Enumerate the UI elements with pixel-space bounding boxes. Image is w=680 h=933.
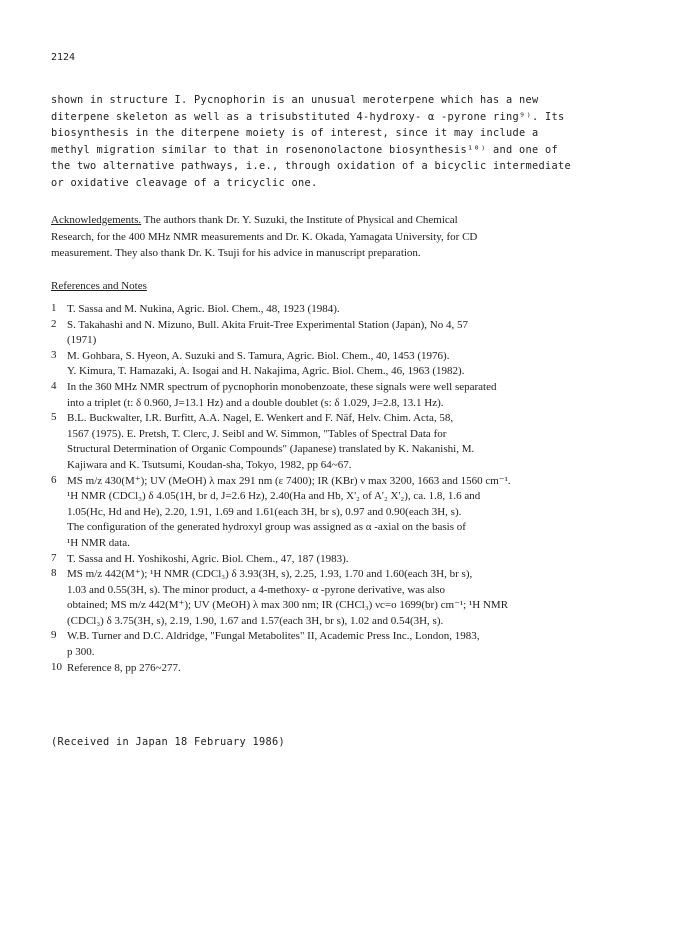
reference-line: (1971) [67,334,97,347]
reference-number: 8 [51,567,57,580]
body-line: shown in structure I. Pycnophorin is an unusual meroterpene which has a new [51,94,539,106]
reference-item [51,552,641,568]
reference-line: S. Takahashi and N. Mizuno, Bull. Akita Fruit-Tree Experimental Station (Japan), No 4, 57 [67,318,468,331]
reference-line: In the 360 MHz NMR spectrum of pycnophorin monobenzoate, these signals were well separated [67,380,497,393]
body-line: or oxidative cleavage of a tricyclic one. [51,176,318,189]
body-line: biosynthesis in the diterpene moiety is of interest, since it may include a [51,127,539,139]
acknowledgements-line: measurement. They also thank Dr. K. Tsuji for his advice in manuscript preparation. [51,247,421,260]
reference-number: 4 [51,379,57,392]
reference-line: W.B. Turner and D.C. Aldridge, "Fungal Metabolites" II, Academic Press Inc., London, 1983, [67,630,480,643]
reference-line: M. Gohbara, S. Hyeon, A. Suzuki and S. Tamura, Agric. Biol. Chem., 40, 1453 (1976). [67,349,450,362]
reference-line: ¹H NMR (CDCl₃) δ 4.05(1H, br d, J=2.6 Hz), 2.40(Ha and Hb, X'₂ of A'₂ X'₂), ca. 1.8, 1.6 and [67,490,481,503]
reference-line: T. Sassa and H. Yoshikoshi, Agric. Biol. Chem., 47, 187 (1983). [67,552,349,565]
reference-line: T. Sassa and M. Nukina, Agric. Biol. Chem., 48, 1923 (1984). [67,303,340,315]
reference-line: 1.03 and 0.55(3H, s). The minor product, a 4-methoxy- α -pyrone derivative, was also [67,583,445,596]
reference-number: 7 [51,551,57,564]
reference-line: MS m/z 430(M⁺); UV (MeOH) λ max 291 nm (ε 7400); IR (KBr) ν max 3200, 1663 and 1560 cm⁻¹. [67,474,511,487]
reference-line: Reference 8, pp 276~277. [67,661,181,674]
references-list [51,302,641,676]
reference-item [51,302,641,318]
page-number: 2124 [51,52,76,63]
reference-item [51,411,641,473]
reference-item [51,318,641,349]
reference-line: (CDCl₃) δ 3.75(3H, s), 2.19, 1.90, 1.67 and 1.57(each 3H, br s), 1.02 and 0.54(3H, s). [67,614,444,627]
reference-line: MS m/z 442(M⁺); ¹H NMR (CDCl₃) δ 3.93(3H, s), 2.25, 1.93, 1.70 and 1.60(each 3H, br s), [67,568,473,581]
reference-line: Structural Determination of Organic Compounds" (Japanese) translated by K. Nakanishi, M. [67,443,475,456]
reference-line: 1.05(Hc, Hd and He), 2.20, 1.91, 1.69 and 1.61(each 3H, br s), 0.97 and 0.90(each 3H, s). [67,505,462,518]
reference-number: 2 [51,317,57,330]
reference-item [51,567,641,629]
reference-item [51,474,641,552]
received-date: (Received in Japan 18 February 1986) [51,736,285,748]
body-line: the two alternative pathways, i.e., through oxidation of a bicyclic intermediate [51,160,571,172]
reference-number: 10 [51,660,62,673]
reference-number: 1 [51,302,57,314]
acknowledgements-section [51,212,641,262]
reference-line: Y. Kimura, T. Hamazaki, A. Isogai and H. Nakajima, Agric. Biol. Chem., 46, 1963 (1982). [67,365,465,378]
reference-line: ¹H NMR data. [67,536,130,549]
reference-line: B.L. Buckwalter, I.R. Burfitt, A.A. Nagel, E. Wenkert and F. Näf, Helv. Chim. Acta, 58, [67,412,454,425]
reference-line: into a triplet (t: δ 0.960, J=13.1 Hz) and a double doublet (s: δ 1.029, J=2.8, 13.1 Hz). [67,396,444,409]
reference-number: 5 [51,411,57,424]
acknowledgements-line: Research, for the 400 MHz NMR measurements and Dr. K. Okada, Yamagata University, for CD [51,230,478,243]
reference-item [51,380,641,411]
reference-item [51,349,641,380]
reference-number: 3 [51,348,57,361]
reference-line: Kajiwara and K. Tsutsumi, Koudan-sha, Tokyo, 1982, pp 64~67. [67,458,352,471]
reference-line: 1567 (1975). E. Pretsh, T. Clerc, J. Seibl and W. Simmon, "Tables of Spectral Data for [67,427,447,440]
acknowledgements-heading: Acknowledgements. [51,214,142,226]
reference-item [51,661,641,677]
acknowledgements-first-line [51,212,641,229]
reference-number: 9 [51,629,57,642]
reference-line: The configuration of the generated hydroxyl group was assigned as α -axial on the basis of [67,521,466,534]
body-line: diterpene skeleton as well as a trisubstituted 4-hydroxy- α -pyrone ring⁹⁾. Its [51,110,565,123]
reference-line: obtained; MS m/z 442(M⁺); UV (MeOH) λ max 300 nm; IR (CHCl₃) νc=o 1699(br) cm⁻¹; ¹H NMR [67,599,509,612]
body-paragraph [51,92,641,191]
reference-item [51,629,641,660]
body-line: methyl migration similar to that in rosenonolactone biosynthesis¹⁰⁾ and one of [51,143,558,156]
references-heading: References and Notes [51,280,147,292]
reference-line: p 300. [67,646,95,659]
acknowledgements-text: The authors thank Dr. Y. Suzuki, the Institute of Physical and Chemical [141,214,458,226]
reference-number: 6 [51,473,57,486]
